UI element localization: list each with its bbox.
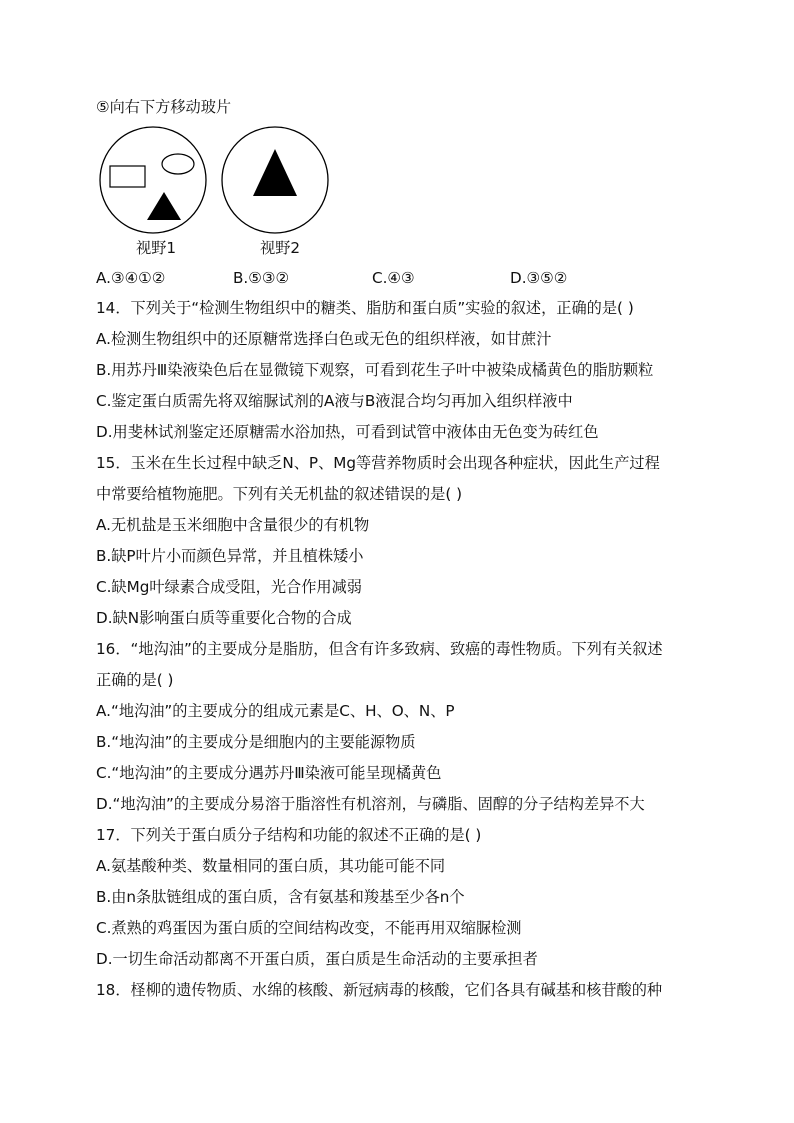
q18-stem-line1: 18．柽柳的遗传物质、水绵的核酸、新冠病毒的核酸，它们各具有碱基和核苷酸的种 bbox=[96, 981, 663, 999]
rectangle-shape bbox=[110, 166, 145, 187]
q17-option-b: B.由n条肽链组成的蛋白质，含有氨基和羧基至少各n个 bbox=[96, 888, 465, 906]
option-a: A.③④①② bbox=[96, 269, 166, 287]
q16-option-d: D.“地沟油”的主要成分易溶于脂溶性有机溶剂，与磷脂、固醇的分子结构差异不大 bbox=[96, 795, 645, 813]
caption-field-2: 视野2 bbox=[260, 239, 301, 257]
small-triangle-shape bbox=[147, 192, 181, 220]
q17-option-a: A.氨基酸种类、数量相同的蛋白质，其功能可能不同 bbox=[96, 857, 446, 875]
large-triangle-shape bbox=[253, 149, 297, 196]
q14-option-b: B.用苏丹Ⅲ染液染色后在显微镜下观察，可看到花生子叶中被染成橘黄色的脂肪颗粒 bbox=[96, 361, 654, 379]
caption-field-1: 视野1 bbox=[136, 239, 177, 257]
q14-option-a: A.检测生物组织中的还原糖常选择白色或无色的组织样液，如甘蔗汁 bbox=[96, 330, 552, 348]
option-d: D.③⑤② bbox=[510, 269, 568, 287]
q16-option-a: A.“地沟油”的主要成分的组成元素是C、H、O、N、P bbox=[96, 702, 455, 720]
q14-option-d: D.用斐林试剂鉴定还原糖需水浴加热，可看到试管中液体由无色变为砖红色 bbox=[96, 423, 599, 441]
q17-stem: 17．下列关于蛋白质分子结构和功能的叙述不正确的是( ) bbox=[96, 826, 482, 844]
q15-option-d: D.缺N影响蛋白质等重要化合物的合成 bbox=[96, 609, 352, 627]
q16-option-c: C.“地沟油”的主要成分遇苏丹Ⅲ染液可能呈现橘黄色 bbox=[96, 764, 442, 782]
q15-option-a: A.无机盐是玉米细胞中含量很少的有机物 bbox=[96, 516, 370, 534]
q14-option-c: C.鉴定蛋白质需先将双缩脲试剂的A液与B液混合均匀再加入组织样液中 bbox=[96, 392, 573, 410]
q15-option-b: B.缺P叶片小而颜色异常，并且植株矮小 bbox=[96, 547, 364, 565]
q15-option-c: C.缺Mg叶绿素合成受阻，光合作用减弱 bbox=[96, 578, 362, 596]
q16-stem-line1: 16．“地沟油”的主要成分是脂肪，但含有许多致病、致癌的毒性物质。下列有关叙述 bbox=[96, 640, 663, 658]
ellipse-shape bbox=[162, 154, 194, 174]
option-b: B.⑤③② bbox=[233, 269, 290, 287]
q16-stem-line2: 正确的是( ) bbox=[96, 671, 174, 689]
q15-stem-line2: 中常要给植物施肥。下列有关无机盐的叙述错误的是( ) bbox=[96, 485, 462, 503]
q14-stem: 14．下列关于“检测生物组织中的糖类、脂肪和蛋白质”实验的叙述，正确的是( ) bbox=[96, 299, 634, 317]
option-c: C.④③ bbox=[372, 269, 415, 287]
q16-option-b: B.“地沟油”的主要成分是细胞内的主要能源物质 bbox=[96, 733, 416, 751]
field-of-view-diagram bbox=[96, 126, 346, 236]
q17-option-d: D.一切生命活动都离不开蛋白质，蛋白质是生命活动的主要承担者 bbox=[96, 950, 538, 968]
microscope-figure bbox=[96, 126, 346, 261]
q17-option-c: C.煮熟的鸡蛋因为蛋白质的空间结构改变，不能再用双缩脲检测 bbox=[96, 919, 522, 937]
q15-stem-line1: 15．玉米在生长过程中缺乏N、P、Mg等营养物质时会出现各种症状，因此生产过程 bbox=[96, 454, 660, 472]
step-5-text: ⑤向右下方移动玻片 bbox=[96, 98, 232, 116]
